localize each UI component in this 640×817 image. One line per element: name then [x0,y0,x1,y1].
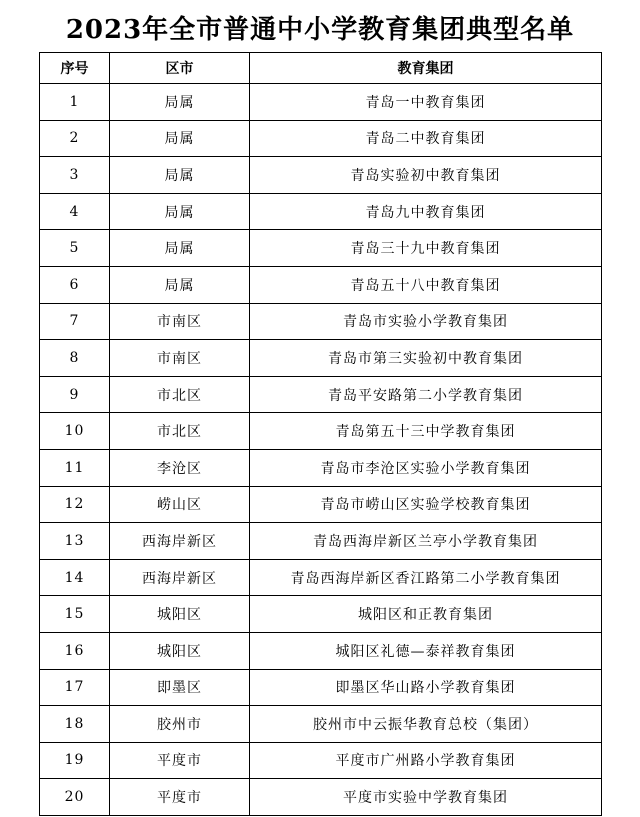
cell-serial-number: 3 [40,157,110,194]
cell-education-group: 青岛市实验小学教育集团 [250,303,602,340]
cell-district: 市南区 [110,340,250,377]
cell-serial-number: 19 [40,742,110,779]
cell-district: 平度市 [110,742,250,779]
cell-education-group: 青岛五十八中教育集团 [250,266,602,303]
table-row [40,157,602,194]
cell-district: 局属 [110,266,250,303]
cell-serial-number: 6 [40,266,110,303]
cell-district: 平度市 [110,779,250,816]
table-row [40,449,602,486]
table-row [40,596,602,633]
cell-serial-number: 4 [40,193,110,230]
cell-education-group: 城阳区礼德—泰祥教育集团 [250,632,602,669]
cell-serial-number: 17 [40,669,110,706]
table-body [40,84,602,816]
table-row [40,523,602,560]
cell-district: 市南区 [110,303,250,340]
document-title: 2023年全市普通中小学教育集团典型名单 [65,15,575,45]
cell-serial-number: 18 [40,706,110,743]
cell-district: 局属 [110,84,250,121]
cell-serial-number: 5 [40,230,110,267]
cell-serial-number: 7 [40,303,110,340]
cell-serial-number: 11 [40,449,110,486]
cell-district: 城阳区 [110,632,250,669]
cell-serial-number: 8 [40,340,110,377]
table-row [40,413,602,450]
cell-education-group: 青岛三十九中教育集团 [250,230,602,267]
table-row [40,779,602,816]
table-row [40,120,602,157]
table-header-row [40,53,602,84]
table-row [40,559,602,596]
cell-serial-number: 9 [40,376,110,413]
cell-education-group: 青岛九中教育集团 [250,193,602,230]
cell-district: 局属 [110,230,250,267]
cell-education-group: 青岛第五十三中学教育集团 [250,413,602,450]
cell-district: 局属 [110,193,250,230]
cell-district: 李沧区 [110,449,250,486]
cell-serial-number: 12 [40,486,110,523]
cell-district: 即墨区 [110,669,250,706]
table-row [40,742,602,779]
cell-education-group: 青岛二中教育集团 [250,120,602,157]
cell-district: 局属 [110,157,250,194]
table-row [40,632,602,669]
table-row [40,303,602,340]
cell-serial-number: 16 [40,632,110,669]
cell-education-group: 城阳区和正教育集团 [250,596,602,633]
cell-education-group: 平度市广州路小学教育集团 [250,742,602,779]
header-district: 区市 [110,53,250,84]
header-serial-number: 序号 [40,53,110,84]
cell-district: 市北区 [110,413,250,450]
cell-district: 城阳区 [110,596,250,633]
cell-district: 西海岸新区 [110,523,250,560]
table-row [40,193,602,230]
cell-education-group: 即墨区华山路小学教育集团 [250,669,602,706]
cell-education-group: 胶州市中云振华教育总校（集团） [250,706,602,743]
table-row [40,84,602,121]
table-row [40,669,602,706]
cell-district: 崂山区 [110,486,250,523]
cell-education-group: 青岛实验初中教育集团 [250,157,602,194]
cell-education-group: 青岛平安路第二小学教育集团 [250,376,602,413]
cell-serial-number: 15 [40,596,110,633]
table-row [40,706,602,743]
cell-serial-number: 20 [40,779,110,816]
table-row [40,486,602,523]
header-education-group: 教育集团 [250,53,602,84]
cell-education-group: 青岛市李沧区实验小学教育集团 [250,449,602,486]
cell-education-group: 青岛西海岸新区兰亭小学教育集团 [250,523,602,560]
cell-district: 胶州市 [110,706,250,743]
cell-education-group: 青岛西海岸新区香江路第二小学教育集团 [250,559,602,596]
cell-district: 局属 [110,120,250,157]
table-row [40,230,602,267]
cell-district: 市北区 [110,376,250,413]
table-row [40,376,602,413]
cell-serial-number: 14 [40,559,110,596]
cell-education-group: 青岛市崂山区实验学校教育集团 [250,486,602,523]
table-row [40,340,602,377]
education-group-table [39,52,602,816]
cell-education-group: 青岛一中教育集团 [250,84,602,121]
cell-serial-number: 2 [40,120,110,157]
table-row [40,266,602,303]
cell-education-group: 平度市实验中学教育集团 [250,779,602,816]
cell-serial-number: 1 [40,84,110,121]
cell-district: 西海岸新区 [110,559,250,596]
cell-serial-number: 13 [40,523,110,560]
cell-serial-number: 10 [40,413,110,450]
cell-education-group: 青岛市第三实验初中教育集团 [250,340,602,377]
